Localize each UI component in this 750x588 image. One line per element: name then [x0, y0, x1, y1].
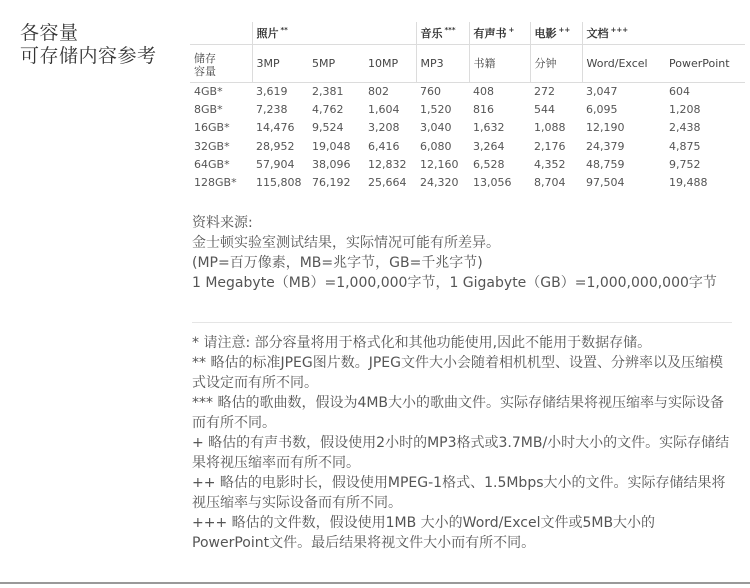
value-cell: 38,096 [312, 157, 351, 171]
value-cell: 760 [420, 84, 441, 98]
source-block [192, 213, 732, 293]
value-cell: 28,952 [256, 139, 295, 153]
value-cell: 4,762 [312, 102, 344, 116]
group-music: 音乐 *** [416, 22, 469, 44]
value-cell: 3,264 [473, 139, 505, 153]
value-cell: 604 [669, 84, 690, 98]
value-cell: 25,664 [368, 176, 407, 190]
subheader-cell: 书籍 [469, 44, 530, 82]
source-line-1: 金士顿实验室测试结果，实际情况可能有所差异。 [192, 235, 500, 251]
table-row [190, 137, 745, 155]
value-cell: 13,056 [473, 176, 512, 190]
section-divider [192, 322, 732, 323]
capacity-cell: 8GB* [194, 102, 223, 116]
value-cell: 3,619 [256, 84, 288, 98]
source-line-2: (MP=百万像素，MB=兆字节，GB=千兆字节) [192, 255, 483, 271]
value-cell: 12,190 [586, 121, 625, 135]
footnote: +++ 略估的文件数，假设使用1MB 大小的Word/Excel文件或5MB大小的PowerPoint文件。最后结果将视文件大小而有所不同。 [192, 515, 656, 551]
value-cell: 19,488 [669, 176, 708, 190]
capacity-column-header [190, 44, 252, 82]
page-heading [20, 22, 190, 68]
group-audiobooks: 有声书 + [469, 22, 530, 44]
value-cell: 115,808 [256, 176, 302, 190]
table-row [190, 119, 745, 137]
table-row [190, 82, 745, 100]
value-cell: 9,524 [312, 121, 344, 135]
group-documents: 文档 +++ [582, 22, 745, 44]
value-cell: 24,379 [586, 139, 625, 153]
heading-line-2: 可存储内容参考 [20, 45, 157, 67]
value-cell: 19,048 [312, 139, 351, 153]
value-cell: 6,080 [420, 139, 452, 153]
footnote: ++ 略估的电影时长，假设使用MPEG-1格式、1.5Mbps大小的文件。实际存储结果将视压缩率与实际设备而有所不同。 [192, 475, 726, 511]
footnote: ** 略估的标准JPEG图片数。JPEG文件大小会随着相机机型、设置、分辨率以及压缩模式设定而有所不同。 [192, 355, 723, 391]
capacity-cell: 64GB* [194, 157, 230, 171]
table-row [190, 100, 745, 118]
footnote: * 请注意: 部分容量将用于格式化和其他功能使用,因此不能用于数据存储。 [192, 335, 652, 351]
value-cell: 3,208 [368, 121, 400, 135]
value-cell: 24,320 [420, 176, 459, 190]
capacity-cell: 4GB* [194, 84, 223, 98]
table-row [190, 173, 745, 191]
group-photos: 照片 ** [252, 22, 416, 44]
value-cell: 272 [534, 84, 555, 98]
value-cell: 48,759 [586, 157, 625, 171]
value-cell: 97,504 [586, 176, 625, 190]
table-row [190, 155, 745, 173]
value-cell: 4,352 [534, 157, 566, 171]
group-header-row [190, 22, 745, 44]
value-cell: 2,381 [312, 84, 344, 98]
group-movies: 电影 ++ [530, 22, 582, 44]
value-cell: 57,904 [256, 157, 295, 171]
value-cell: 802 [368, 84, 389, 98]
value-cell: 12,160 [420, 157, 459, 171]
value-cell: 12,832 [368, 157, 407, 171]
value-cell: 4,875 [669, 139, 701, 153]
value-cell: 1,604 [368, 102, 400, 116]
source-title: 资料来源: [192, 215, 253, 231]
capacity-table [190, 22, 745, 192]
value-cell: 7,238 [256, 102, 288, 116]
value-cell: 6,528 [473, 157, 505, 171]
value-cell: 76,192 [312, 176, 351, 190]
subheader-cell: 分钟 [530, 44, 582, 82]
capacity-header-line-1: 储存 [194, 52, 216, 65]
value-cell: 1,632 [473, 121, 505, 135]
value-cell: 816 [473, 102, 494, 116]
value-cell: 9,752 [669, 157, 701, 171]
capacity-header-line-2: 容量 [194, 65, 216, 78]
value-cell: 6,095 [586, 102, 618, 116]
value-cell: 14,476 [256, 121, 295, 135]
capacity-cell: 32GB* [194, 139, 230, 153]
value-cell: 3,047 [586, 84, 618, 98]
value-cell: 3,040 [420, 121, 452, 135]
footnote: + 略估的有声书数，假设使用2小时的MP3格式或3.7MB/小时大小的文件。实际存储结果将视压缩率而有所不同。 [192, 435, 730, 471]
capacity-cell: 128GB* [194, 176, 237, 190]
subheader-cell: 10MP [364, 44, 416, 82]
value-cell: 2,438 [669, 121, 701, 135]
bottom-rule [0, 582, 750, 584]
value-cell: 544 [534, 102, 555, 116]
source-line-3: 1 Megabyte（MB）=1,000,000字节，1 Gigabyte（GB）=1,000,000,000字节 [192, 275, 717, 291]
subheader-cell: 3MP [252, 44, 308, 82]
subheader-cell: Word/Excel [582, 44, 665, 82]
footnote: *** 略估的歌曲数，假设为4MB大小的歌曲文件。实际存储结果将视压缩率与实际设备而有所不同。 [192, 395, 725, 431]
subheader-cell: 5MP [308, 44, 364, 82]
value-cell: 1,088 [534, 121, 566, 135]
value-cell: 6,416 [368, 139, 400, 153]
subheader-cell: MP3 [416, 44, 469, 82]
value-cell: 8,704 [534, 176, 566, 190]
capacity-cell: 16GB* [194, 121, 230, 135]
heading-line-1: 各容量 [20, 22, 79, 44]
value-cell: 2,176 [534, 139, 566, 153]
subheader-row [190, 44, 745, 82]
subheader-cell: PowerPoint [665, 44, 745, 82]
value-cell: 1,520 [420, 102, 452, 116]
footnotes [192, 333, 732, 553]
value-cell: 1,208 [669, 102, 701, 116]
value-cell: 408 [473, 84, 494, 98]
